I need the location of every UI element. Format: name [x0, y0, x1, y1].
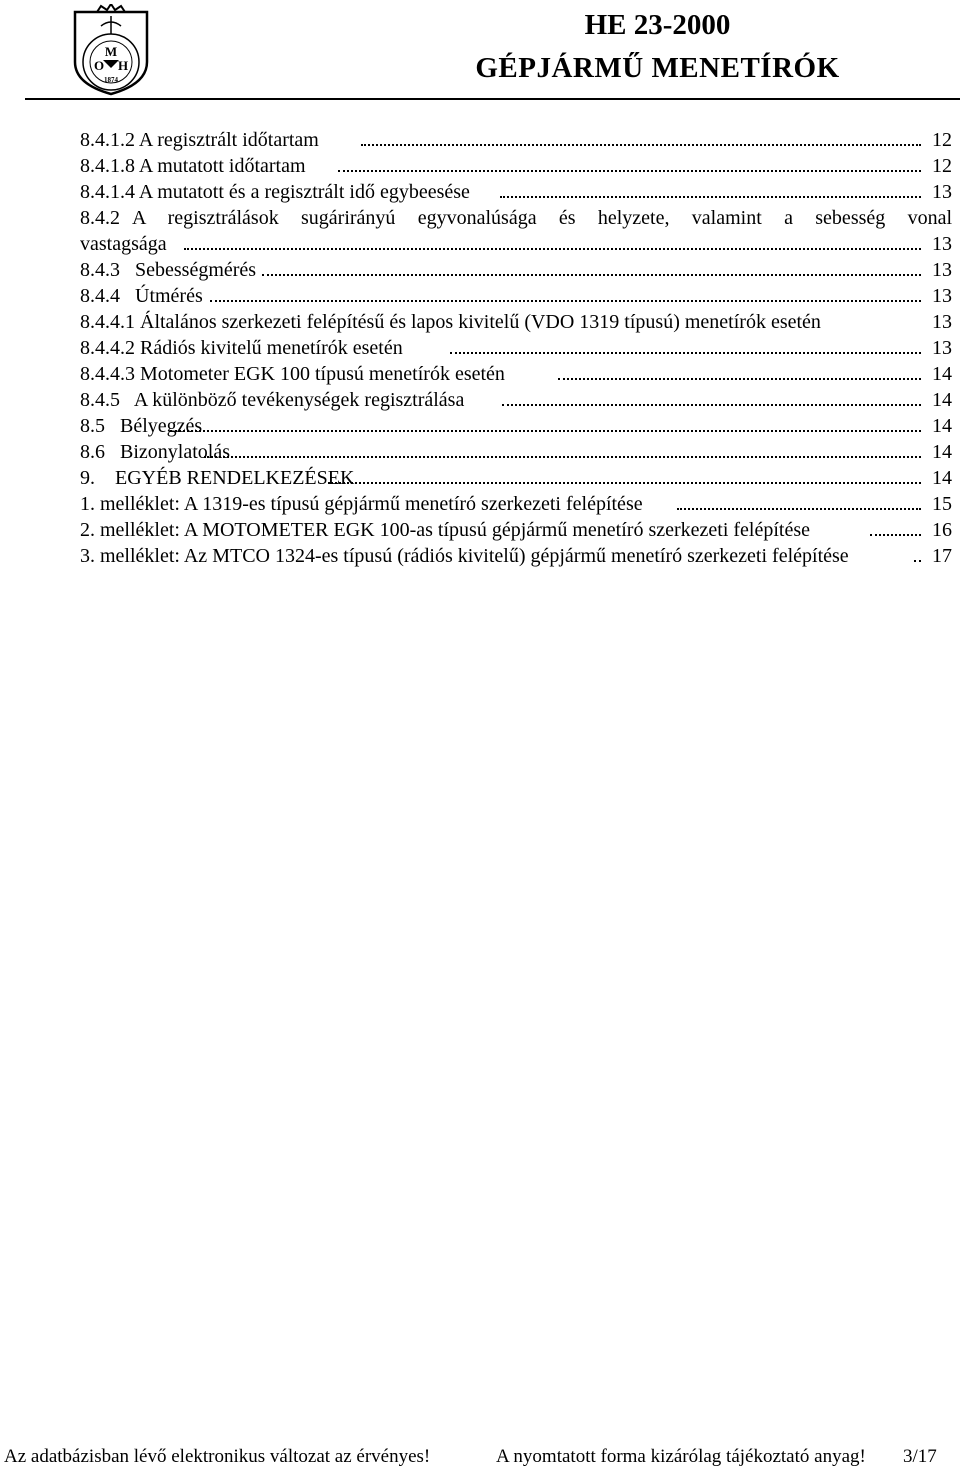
toc-page: 16	[932, 519, 952, 541]
toc-text: A mutatott és a regisztrált idő egybeesése	[138, 181, 470, 203]
toc-entry[interactable]	[80, 127, 952, 153]
dot-leader	[328, 482, 921, 484]
toc-number: 8.4.1.2	[80, 129, 135, 151]
toc-number: 8.4.5	[80, 389, 120, 411]
toc-page: 15	[932, 493, 952, 515]
page-footer	[0, 1444, 960, 1470]
toc-text: Általános szerkezeti felépítésű és lapos kivitelű (VDO 1319 típusú) menetírók esetén	[140, 311, 821, 333]
toc-entry[interactable]	[80, 309, 952, 335]
toc-number: 8.4.4.1	[80, 311, 135, 333]
toc-entry[interactable]	[80, 387, 952, 413]
svg-text:O: O	[93, 58, 105, 73]
toc-entry[interactable]	[80, 153, 952, 179]
toc-text: A mutatott időtartam	[138, 155, 306, 177]
toc-page: 14	[932, 467, 952, 489]
document-title: GÉPJÁRMŰ MENETÍRÓK	[475, 52, 840, 84]
toc-page: 12	[932, 129, 952, 151]
dot-leader	[870, 534, 921, 536]
toc-page: 14	[932, 363, 952, 385]
toc-entry[interactable]	[80, 179, 952, 205]
dot-leader	[204, 456, 921, 458]
document-code: HE 23-2000	[584, 9, 731, 41]
toc-text: melléklet: A 1319-es típusú gépjármű menetíró szerkezeti felépítése	[100, 493, 643, 515]
toc-text: EGYÉB RENDELKEZÉSEK	[115, 467, 355, 489]
toc-entry[interactable]	[80, 283, 952, 309]
toc-entry[interactable]	[80, 465, 952, 491]
toc-entry[interactable]	[80, 335, 952, 361]
toc-text: Bélyegzés	[120, 415, 203, 437]
toc-number: 8.4.2	[80, 207, 120, 229]
toc-number: 8.4.1.4	[80, 181, 135, 203]
toc-number: 8.5	[80, 415, 105, 437]
toc-number: 8.4.3	[80, 259, 120, 281]
toc-entry[interactable]	[80, 257, 952, 283]
footer-print-note: A nyomtatott forma kizárólag tájékoztató anyag!	[496, 1446, 866, 1467]
dot-leader	[914, 560, 921, 562]
dot-leader	[170, 430, 921, 432]
toc-entry[interactable]	[80, 491, 952, 517]
toc-entry[interactable]	[80, 205, 952, 257]
table-of-contents	[80, 127, 952, 569]
svg-text:H: H	[117, 58, 129, 73]
toc-entry[interactable]	[80, 413, 952, 439]
dot-leader	[338, 170, 921, 172]
toc-text: A regisztrált időtartam	[138, 129, 319, 151]
toc-text: Sebességmérés	[135, 259, 257, 281]
dot-leader	[502, 404, 921, 406]
svg-text:1874: 1874	[104, 76, 118, 84]
toc-text: melléklet: Az MTCO 1324-es típusú (rádiós kivitelű) gépjármű menetíró szerkezeti felépítése	[100, 545, 849, 567]
dot-leader	[677, 508, 921, 510]
dot-leader	[558, 378, 921, 380]
toc-text-line: A regisztrálások sugárirányú egyvonalúsága és helyzete, valamint a sebesség vonal	[132, 207, 952, 229]
dot-leader	[210, 300, 921, 302]
toc-text: Motometer EGK 100 típusú menetírók esetén	[140, 363, 505, 385]
toc-text: melléklet: A MOTOMETER EGK 100-as típusú gépjármű menetíró szerkezeti felépítése	[100, 519, 810, 541]
toc-page: 13	[932, 259, 952, 281]
toc-entry[interactable]	[80, 517, 952, 543]
toc-number: 8.4.4.3	[80, 363, 135, 385]
toc-text: vastagsága	[80, 233, 167, 255]
toc-page: 13	[932, 181, 952, 203]
toc-text: A különböző tevékenységek regisztrálása	[133, 389, 465, 411]
toc-number: 8.6	[80, 441, 105, 463]
toc-page: 14	[932, 389, 952, 411]
dot-leader	[450, 352, 921, 354]
toc-page: 14	[932, 441, 952, 463]
page-number: 3/17	[903, 1446, 937, 1467]
dot-leader	[262, 274, 921, 276]
toc-text: Bizonylatolás	[120, 441, 230, 463]
dot-leader	[500, 196, 921, 198]
dot-leader	[361, 144, 921, 146]
toc-page: 13	[932, 285, 952, 307]
toc-number: 3.	[80, 545, 95, 567]
toc-number: 2.	[80, 519, 95, 541]
toc-number: 9.	[80, 467, 95, 489]
toc-number: 8.4.4	[80, 285, 120, 307]
toc-entry[interactable]	[80, 361, 952, 387]
footer-validity-note: Az adatbázisban lévő elektronikus változat az érvényes!	[4, 1446, 431, 1467]
omh-seal-logo	[65, 4, 157, 96]
dot-leader	[184, 248, 921, 250]
toc-number: 8.4.1.8	[80, 155, 135, 177]
toc-number: 8.4.4.2	[80, 337, 135, 359]
toc-number: 1.	[80, 493, 95, 515]
toc-text: Rádiós kivitelű menetírók esetén	[140, 337, 403, 359]
toc-page: 13	[932, 337, 952, 359]
toc-entry[interactable]	[80, 439, 952, 465]
page-header	[25, 0, 960, 100]
svg-text:M: M	[104, 44, 118, 59]
toc-page: 17	[932, 545, 952, 567]
toc-page: 14	[932, 415, 952, 437]
toc-entry[interactable]	[80, 543, 952, 569]
toc-text: Útmérés	[135, 285, 203, 307]
toc-page: 13	[932, 233, 952, 255]
toc-page: 12	[932, 155, 952, 177]
toc-page: 13	[932, 311, 952, 333]
